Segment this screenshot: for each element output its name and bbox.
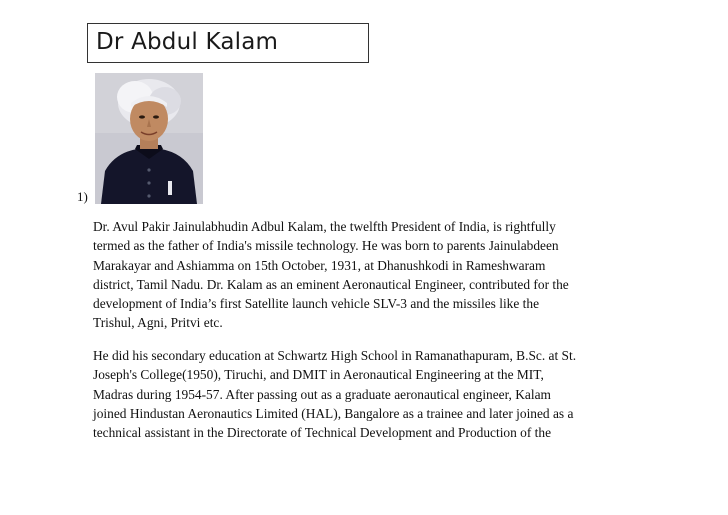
text-line: Madras during 1954-57. After passing out as a graduate aeronautical engineer, Kalam: [93, 386, 551, 402]
text-line: joined Hindustan Aeronautics Limited (HAL), Bangalore as a trainee and later joined as a: [93, 405, 574, 421]
list-marker: 1): [77, 189, 88, 204]
paragraph-education: [93, 346, 668, 442]
portrait-photo: [95, 73, 203, 204]
paragraph-biography-intro: [93, 217, 668, 333]
text-line: Marakayar and Ashiamma on 15th October, 1931, at Dhanushkodi in Rameshwaram: [93, 257, 546, 273]
text-line: development of India’s first Satellite launch vehicle SLV-3 and the missiles like the: [93, 296, 540, 312]
text-line: Trishul, Agni, Pritvi etc.: [93, 315, 223, 331]
page-title: Dr Abdul Kalam: [96, 29, 279, 55]
text-line: Joseph's College(1950), Tiruchi, and DMIT in Aeronautical Engineering at the MIT,: [93, 367, 544, 383]
text-line: technical assistant in the Directorate of Technical Development and Production of the: [93, 425, 552, 441]
text-line: He did his secondary education at Schwartz High School in Ramanathapuram, B.Sc. at St.: [93, 348, 577, 363]
text-line: termed as the father of India's missile technology. He was born to parents Jainulabdeen: [93, 238, 559, 254]
title-box: [87, 23, 369, 63]
text-line: district, Tamil Nadu. Dr. Kalam as an eminent Aeronautical Engineer, contributed for the: [93, 276, 569, 292]
text-line: Dr. Avul Pakir Jainulabhudin Adbul Kalam, the twelfth President of India, is rightfully: [93, 219, 556, 234]
